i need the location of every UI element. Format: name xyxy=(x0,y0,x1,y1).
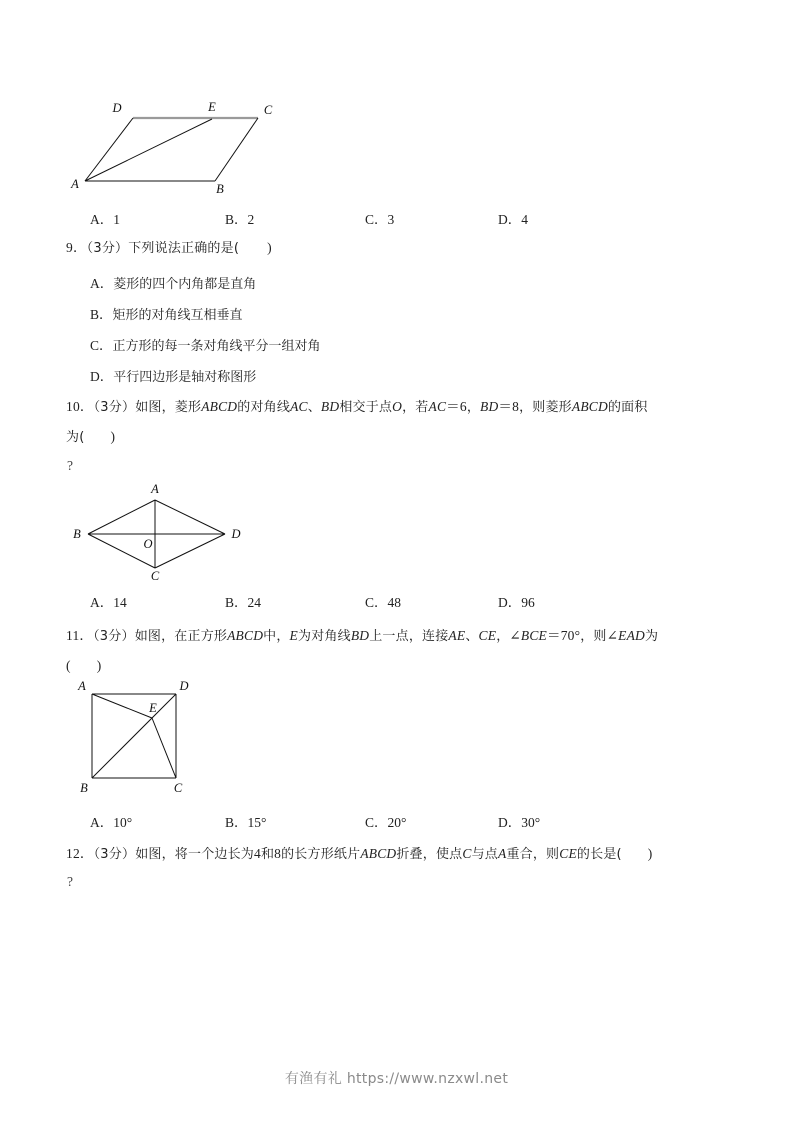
q10-var-bd-2: BD xyxy=(480,399,499,414)
q9-choice-a-text: 菱形的四个内角都是直角 xyxy=(113,277,257,292)
q8-label-E: E xyxy=(208,100,216,114)
q11-var-e: E xyxy=(289,628,298,643)
q9-choice-b-label: B． xyxy=(90,307,113,322)
q8-option-d-label: D． xyxy=(498,212,522,227)
q11-figure-square xyxy=(60,679,240,802)
segment-CD xyxy=(155,534,225,568)
q12-var-c: C xyxy=(462,846,472,861)
q10-orphan-mark: ? xyxy=(67,458,73,473)
q10-var-bd-1: BD xyxy=(320,399,340,414)
q10-option-a-label: A． xyxy=(90,595,114,610)
q10-var-ac-2: AC xyxy=(428,399,447,414)
q8-option-b-label: B． xyxy=(225,212,248,227)
q8-option-a-label: A． xyxy=(90,212,114,227)
q8-option-d[interactable] xyxy=(498,208,528,228)
q9-choice-b[interactable] xyxy=(90,303,243,323)
q11-stem-p8: 为 xyxy=(644,629,659,644)
q8-label-C: C xyxy=(263,103,273,117)
q8-figure-parallelogram xyxy=(60,95,290,200)
q12-stem-p3: 的长方形纸片 xyxy=(281,847,361,862)
segment-AD xyxy=(85,118,133,181)
q11-stem-p1: 如图，在正方形 xyxy=(134,629,228,644)
q11-score: （3分） xyxy=(93,629,135,644)
q12-var-abcd: ABCD xyxy=(360,846,397,861)
q11-label-E: E xyxy=(149,701,157,715)
q9-choice-c-text: 正方形的每一条对角线平分一组对角 xyxy=(112,339,321,354)
q10-label-O: O xyxy=(143,537,153,551)
q11-stem-line2 xyxy=(66,657,101,675)
q12-var-a: A xyxy=(498,846,507,861)
q12-num-4: 4 xyxy=(254,846,261,861)
q8-option-b[interactable] xyxy=(225,208,254,228)
q8-option-d-value: 4 xyxy=(521,212,528,227)
q8-option-c-label: C． xyxy=(365,212,388,227)
q12-stem-p1: 如图，将一个边长为 xyxy=(135,847,254,862)
q10-option-c-value: 48 xyxy=(387,595,402,610)
q10-stem-p5: ，若 xyxy=(402,400,429,415)
q11-var-ae: AE xyxy=(448,628,466,643)
q10-stem-p8: 的面积 xyxy=(607,400,648,415)
q12-stem-p4: 折叠，使点 xyxy=(396,847,463,862)
footer-watermark xyxy=(0,1068,793,1088)
q10-option-b-label: B． xyxy=(225,595,248,610)
q11-angle-ead: ∠EAD xyxy=(606,628,645,643)
q11-option-d-value: 30° xyxy=(521,815,541,830)
q11-stem-p7: ，则 xyxy=(580,629,607,644)
q11-label-D: D xyxy=(179,679,189,693)
q12-var-ce: CE xyxy=(559,846,577,861)
q11-label-C: C xyxy=(173,781,183,795)
segment-AD xyxy=(155,500,225,534)
q12-stem-close: ) xyxy=(647,846,653,861)
q8-option-a[interactable] xyxy=(90,208,120,228)
q11-stem-p5: 、 xyxy=(465,629,479,644)
q9-choice-c-label: C． xyxy=(90,338,113,353)
segment-BC xyxy=(215,118,258,181)
q12-orphan-mark: ? xyxy=(67,874,73,889)
q10-var-o: O xyxy=(392,399,403,414)
diagonal-BD xyxy=(92,694,176,778)
q10-option-c-label: C． xyxy=(365,595,388,610)
q11-stem-line1 xyxy=(66,627,658,646)
q11-stem-p6: ， xyxy=(496,629,510,644)
q10-eq1: ＝6 xyxy=(446,399,467,414)
q11-option-c-label: C． xyxy=(365,815,388,830)
q9-choice-c[interactable] xyxy=(90,334,321,354)
q11-option-b[interactable] xyxy=(225,811,266,831)
q10-line2: 为( xyxy=(66,430,85,445)
q11-option-a[interactable] xyxy=(90,811,132,831)
q11-line2: ( xyxy=(66,658,71,673)
q10-label-A: A xyxy=(151,482,159,496)
segment-AB xyxy=(88,500,155,534)
footer-url: https://www.nzxwl.net xyxy=(346,1071,509,1087)
q10-var-ac-1: AC xyxy=(290,399,308,414)
q9-choice-a[interactable] xyxy=(90,272,256,292)
q9-choice-d-label: D． xyxy=(90,369,114,384)
q10-option-a-value: 14 xyxy=(113,595,127,610)
segment-AE xyxy=(85,119,212,181)
q11-number: 11． xyxy=(66,628,94,643)
q12-stem-p6: 重合，则 xyxy=(506,847,560,862)
q9-stem xyxy=(66,239,272,258)
q10-number: 10． xyxy=(66,399,94,414)
q10-stem-p7: ，则菱形 xyxy=(519,400,572,415)
q12-number: 12． xyxy=(66,846,94,861)
q11-angle-bce: ∠BCE xyxy=(509,628,547,643)
q9-choice-b-text: 矩形的对角线互相垂直 xyxy=(112,308,243,323)
q10-stem-p1: 如图，菱形 xyxy=(135,400,202,415)
q11-stem-p3: 为对角线 xyxy=(298,629,351,644)
q10-label-B: B xyxy=(73,527,81,541)
q11-label-B: B xyxy=(80,781,88,795)
q10-option-b-value: 24 xyxy=(247,595,262,610)
q10-stem-line2 xyxy=(66,428,115,447)
q11-option-d-label: D． xyxy=(498,815,522,830)
q10-stem-p4: 相交于点 xyxy=(339,400,393,415)
q8-option-b-value: 2 xyxy=(247,212,255,227)
q12-stem-p5: 与点 xyxy=(471,847,498,862)
q11-stem-p2: 中， xyxy=(263,629,290,644)
q10-option-d-value: 96 xyxy=(521,595,535,610)
q10-label-C: C xyxy=(150,569,160,583)
q11-var-ce: CE xyxy=(478,628,497,643)
q9-score: （3分） xyxy=(86,241,129,256)
q10-figure-rhombus xyxy=(60,478,260,583)
q9-stem-text: 下列说法正确的是( xyxy=(128,241,240,256)
q11-option-c-value: 20° xyxy=(387,815,407,830)
q11-var-bd: BD xyxy=(350,628,370,643)
q10-line2-close: ) xyxy=(110,429,116,444)
q12-score: （3分） xyxy=(93,847,136,862)
q9-choice-a-label: A． xyxy=(90,276,114,291)
q9-stem-close: ) xyxy=(267,240,272,255)
q11-option-d[interactable] xyxy=(498,811,540,831)
q10-option-a[interactable] xyxy=(90,591,127,611)
q9-number: 9． xyxy=(66,240,87,255)
q11-option-c[interactable] xyxy=(365,811,406,831)
q10-stem-p6: ， xyxy=(466,400,481,415)
q12-stem-line1 xyxy=(66,845,653,864)
q11-eq1: ＝70° xyxy=(547,628,581,643)
q8-option-c-value: 3 xyxy=(387,212,395,227)
q8-label-A: A xyxy=(71,177,79,191)
q11-option-a-value: 10° xyxy=(113,815,133,830)
q9-choice-d[interactable] xyxy=(90,365,256,385)
footer-brand: 有渔有礼 xyxy=(284,1071,343,1087)
q11-line2-close: ) xyxy=(96,658,102,673)
q12-num-8: 8 xyxy=(274,846,282,861)
q10-eq2: ＝8 xyxy=(498,399,520,414)
q12-stem-p2: 和 xyxy=(260,847,275,862)
q11-option-b-value: 15° xyxy=(247,815,267,830)
q10-option-d[interactable] xyxy=(498,591,535,611)
q10-stem-p2: 的对角线 xyxy=(237,400,291,415)
q9-choice-d-text: 平行四边形是轴对称图形 xyxy=(113,370,257,385)
q10-label-D: D xyxy=(231,527,241,541)
q12-stem-p7: 的长是( xyxy=(576,847,622,862)
q11-option-b-label: B． xyxy=(225,815,248,830)
q10-var-abcd-2: ABCD xyxy=(571,399,608,414)
q10-score: （3分） xyxy=(93,400,136,415)
q10-var-abcd-1: ABCD xyxy=(201,399,238,414)
q10-option-b[interactable] xyxy=(225,591,261,611)
q11-label-A: A xyxy=(78,679,86,693)
q11-var-abcd: ABCD xyxy=(227,628,264,643)
q10-option-c[interactable] xyxy=(365,591,401,611)
q8-label-B: B xyxy=(216,182,224,196)
q8-option-a-value: 1 xyxy=(113,212,120,227)
q10-option-d-label: D． xyxy=(498,595,522,610)
q10-stem-line1 xyxy=(66,398,648,417)
q10-stem-p3: 、 xyxy=(307,400,321,415)
q8-label-D: D xyxy=(112,101,122,115)
q8-option-c[interactable] xyxy=(365,208,394,228)
segment-AE xyxy=(92,694,152,718)
q11-option-a-label: A． xyxy=(90,815,114,830)
segment-CE xyxy=(152,718,176,778)
q11-stem-p4: 上一点，连接 xyxy=(369,629,449,644)
